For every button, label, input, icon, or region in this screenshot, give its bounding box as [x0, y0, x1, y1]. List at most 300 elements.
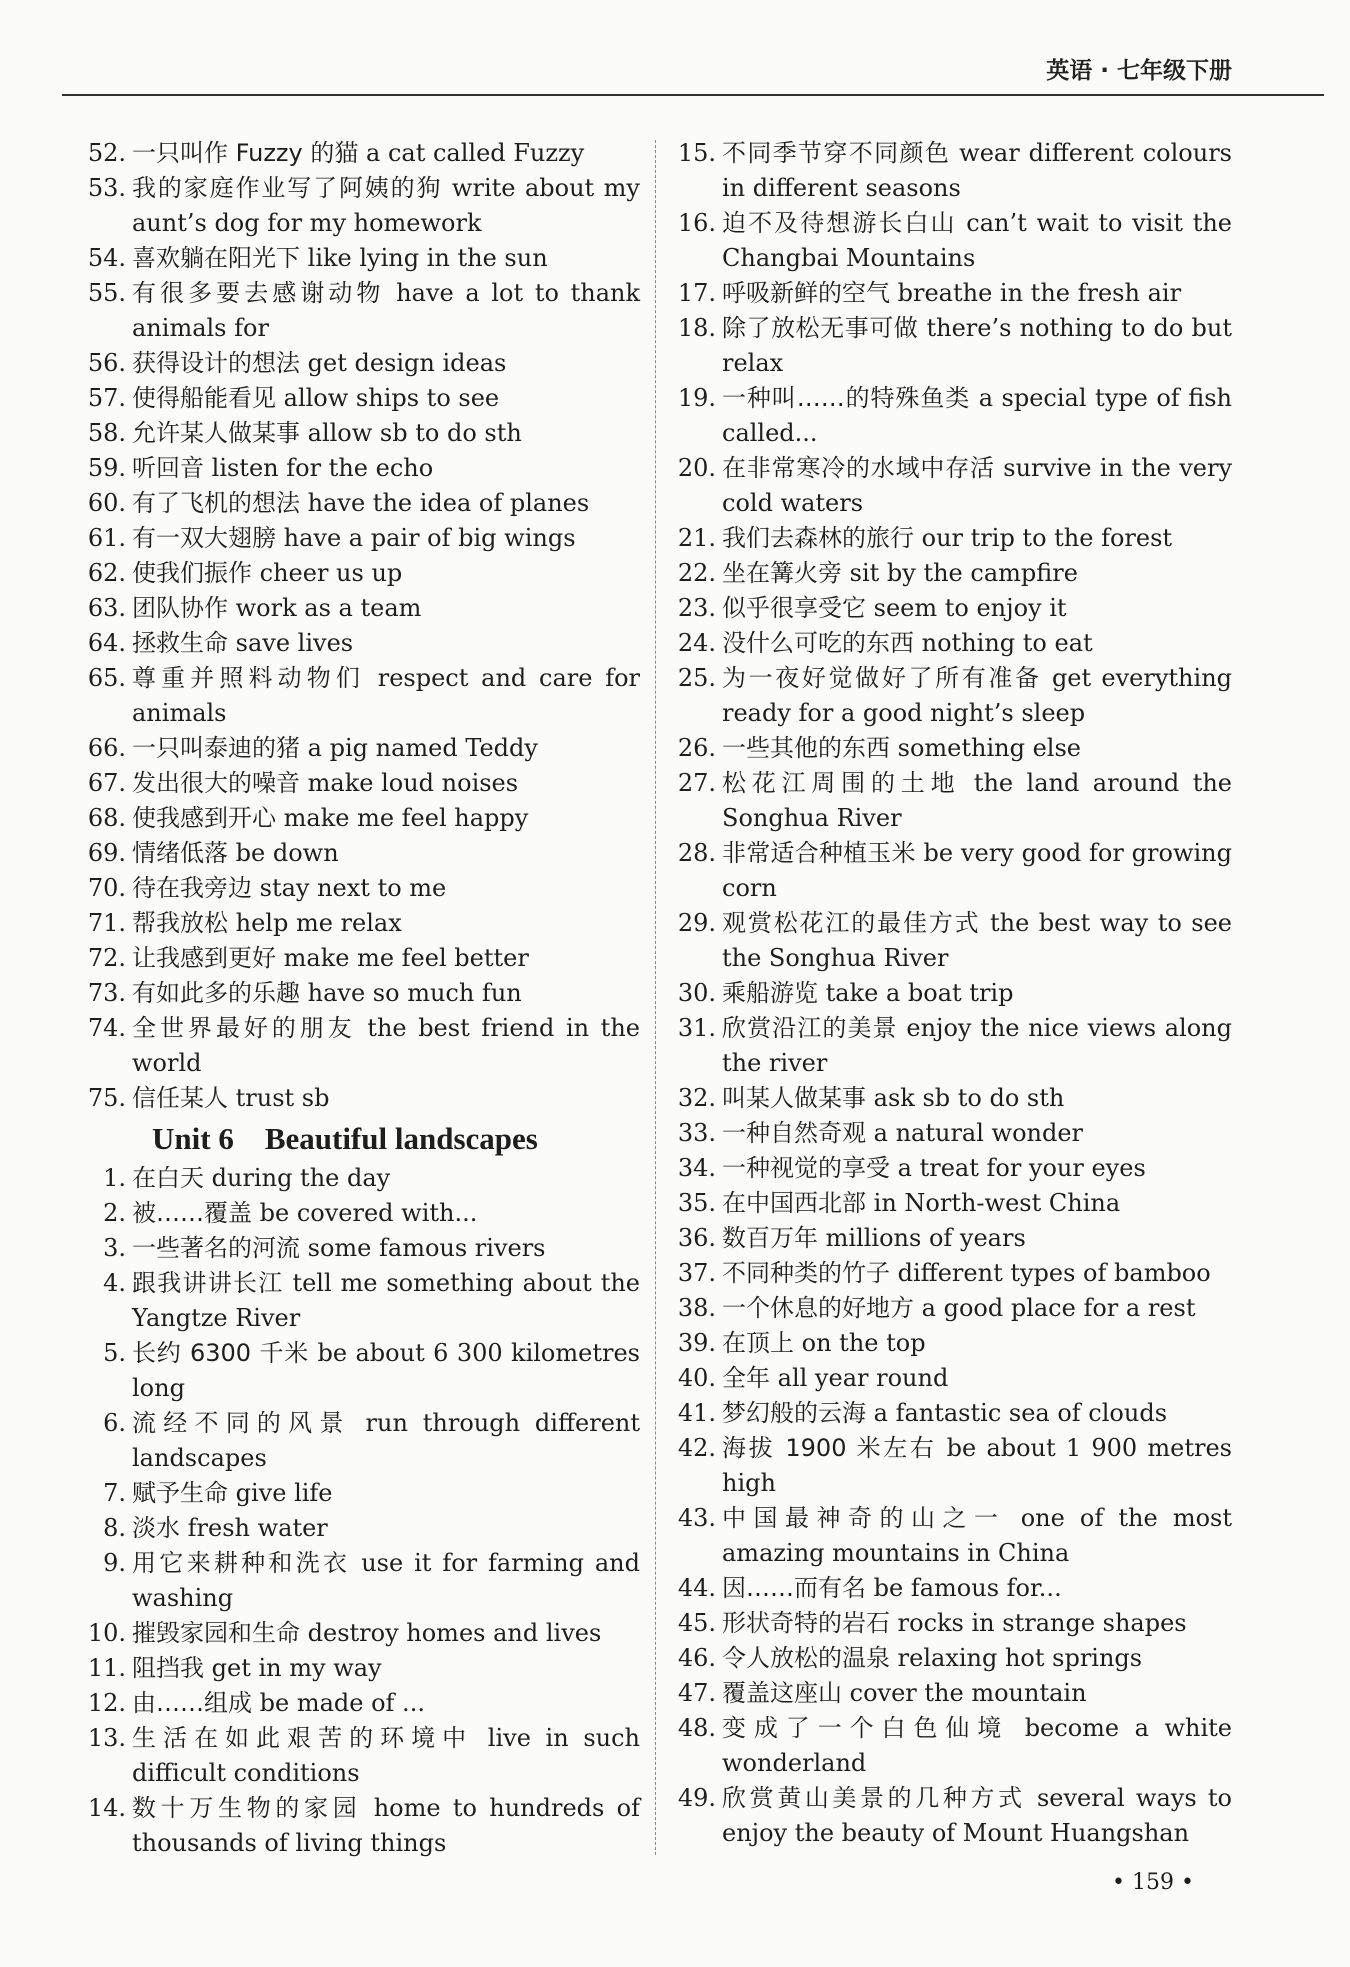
entry-text — [132, 941, 640, 976]
entry-number: 38. — [677, 1294, 716, 1322]
chinese-phrase: 一个休息的好地方 — [722, 1294, 914, 1322]
chinese-phrase: 有了飞机的想法 — [132, 489, 300, 517]
entry-number: 66. — [87, 734, 126, 762]
entry-number: 39. — [677, 1329, 716, 1357]
vocab-entry — [82, 1511, 640, 1546]
entry-text — [722, 276, 1232, 311]
english-phrase: during the day — [211, 1164, 391, 1192]
chinese-phrase: 形状奇特的岩石 — [722, 1609, 890, 1637]
entry-number: 40. — [677, 1364, 716, 1392]
entry-text — [722, 1221, 1232, 1256]
entry-number: 24. — [677, 629, 716, 657]
chinese-phrase: 松花江周围的土地 — [722, 769, 961, 797]
entry-number: 63. — [87, 594, 126, 622]
chinese-phrase: 迫不及待想游长白山 — [722, 209, 957, 237]
chinese-phrase: 海拔 1900 米左右 — [722, 1434, 937, 1462]
entry-text — [132, 766, 640, 801]
english-phrase: have a lot to thank animals for — [132, 279, 641, 342]
entry-text — [722, 311, 1232, 381]
entry-text — [722, 1326, 1232, 1361]
english-phrase: different types of bamboo — [897, 1259, 1211, 1287]
entry-text — [722, 626, 1232, 661]
entry-text — [722, 766, 1232, 836]
vocab-entry — [672, 591, 1232, 626]
entry-text — [722, 1186, 1232, 1221]
english-phrase: help me relax — [235, 909, 402, 937]
chinese-phrase: 信任某人 — [132, 1084, 228, 1112]
english-phrase: write about my aunt’s dog for my homework — [132, 174, 640, 237]
vocab-entry — [672, 1011, 1232, 1081]
vocab-entry — [672, 1256, 1232, 1291]
chinese-phrase: 全年 — [722, 1364, 770, 1392]
entry-text — [722, 1116, 1232, 1151]
entry-number: 64. — [87, 629, 126, 657]
chinese-phrase: 观赏松花江的最佳方式 — [722, 909, 981, 937]
vocab-entry — [672, 206, 1232, 276]
chinese-phrase: 淡水 — [132, 1514, 180, 1542]
vocab-entry — [82, 241, 640, 276]
entry-number: 25. — [677, 664, 716, 692]
entry-number: 75. — [87, 1084, 126, 1112]
entry-text — [132, 1336, 640, 1406]
vocab-list-unit6 — [82, 1161, 640, 1861]
entry-number: 58. — [87, 419, 126, 447]
entry-text — [722, 1501, 1232, 1571]
entry-text — [722, 1571, 1232, 1606]
entry-text — [132, 1476, 640, 1511]
chinese-phrase: 一种视觉的享受 — [722, 1154, 890, 1182]
entry-text — [722, 556, 1232, 591]
chinese-phrase: 乘船游览 — [722, 979, 818, 1007]
entry-number: 72. — [87, 944, 126, 972]
english-phrase: run through different landscapes — [132, 1409, 640, 1472]
chinese-phrase: 使我们振作 — [132, 559, 252, 587]
entry-text — [132, 381, 640, 416]
entry-number: 37. — [677, 1259, 716, 1287]
entry-number: 74. — [87, 1014, 126, 1042]
page-header-title: 英语 · 七年级下册 — [1046, 58, 1232, 84]
english-phrase: our trip to the forest — [921, 524, 1173, 552]
vocab-entry — [82, 1791, 640, 1861]
vocab-entry — [82, 1616, 640, 1651]
entry-text — [722, 1396, 1232, 1431]
english-phrase: a special type of fish called... — [722, 384, 1232, 447]
left-column — [82, 136, 640, 1861]
english-phrase: be made of ... — [259, 1689, 425, 1717]
entry-number: 71. — [87, 909, 126, 937]
vocab-entry — [82, 1011, 640, 1081]
entry-text — [132, 836, 640, 871]
english-phrase: some famous rivers — [307, 1234, 546, 1262]
entry-text — [132, 1791, 640, 1861]
vocab-entry — [672, 1326, 1232, 1361]
entry-number: 28. — [677, 839, 716, 867]
chinese-phrase: 阻挡我 — [132, 1654, 204, 1682]
entry-number: 11. — [87, 1654, 126, 1682]
english-phrase: in North-west China — [873, 1189, 1121, 1217]
entry-text — [132, 1161, 640, 1196]
english-phrase: be very good for growing corn — [722, 839, 1232, 902]
entry-text — [722, 906, 1232, 976]
vocab-entry — [672, 731, 1232, 766]
page-number: • 159 • — [1112, 1870, 1194, 1895]
chinese-phrase: 情绪低落 — [132, 839, 228, 867]
entry-number: 7. — [103, 1479, 126, 1507]
chinese-phrase: 一些其他的东西 — [722, 734, 890, 762]
entry-number: 9. — [103, 1549, 126, 1577]
english-phrase: be famous for... — [873, 1574, 1062, 1602]
vocab-entry — [82, 661, 640, 731]
vocab-entry — [672, 1291, 1232, 1326]
vocab-entry — [672, 1221, 1232, 1256]
english-phrase: be about 1 900 metres high — [722, 1434, 1232, 1497]
vocab-entry — [82, 1161, 640, 1196]
entry-text — [132, 1081, 640, 1116]
english-phrase: enjoy the nice views along the river — [722, 1014, 1232, 1077]
entry-text — [132, 486, 640, 521]
entry-number: 16. — [677, 209, 716, 237]
english-phrase: the land around the Songhua River — [722, 769, 1233, 832]
vocab-entry — [82, 906, 640, 941]
vocab-entry — [82, 1686, 640, 1721]
english-phrase: become a white wonderland — [722, 1714, 1233, 1777]
english-phrase: there’s nothing to do but relax — [722, 314, 1232, 377]
entry-number: 36. — [677, 1224, 716, 1252]
english-phrase: get everything ready for a good night’s sleep — [722, 664, 1233, 727]
chinese-phrase: 一些著名的河流 — [132, 1234, 300, 1262]
entry-text — [722, 1011, 1232, 1081]
chinese-phrase: 不同种类的竹子 — [722, 1259, 890, 1287]
entry-text — [722, 661, 1232, 731]
english-phrase: cover the mountain — [849, 1679, 1087, 1707]
chinese-phrase: 中国最神奇的山之一 — [722, 1504, 1006, 1532]
entry-text — [132, 661, 640, 731]
chinese-phrase: 跟我讲讲长江 — [132, 1269, 284, 1297]
entry-number: 29. — [677, 909, 716, 937]
entry-number: 48. — [677, 1714, 716, 1742]
entry-text — [132, 626, 640, 661]
vocab-entry — [672, 276, 1232, 311]
entry-number: 5. — [103, 1339, 126, 1367]
vocab-entry — [82, 171, 640, 241]
entry-text — [722, 591, 1232, 626]
entry-number: 33. — [677, 1119, 716, 1147]
entry-number: 59. — [87, 454, 126, 482]
entry-number: 17. — [677, 279, 716, 307]
english-phrase: take a boat trip — [825, 979, 1014, 1007]
entry-number: 60. — [87, 489, 126, 517]
entry-number: 62. — [87, 559, 126, 587]
entry-text — [722, 1781, 1232, 1851]
vocab-entry — [672, 661, 1232, 731]
entry-text — [722, 451, 1232, 521]
vocab-entry — [672, 976, 1232, 1011]
entry-text — [132, 1721, 640, 1791]
vocab-entry — [672, 1151, 1232, 1186]
vocab-entry — [672, 1186, 1232, 1221]
chinese-phrase: 在非常寒冷的水域中存活 — [722, 454, 995, 482]
entry-text — [722, 1711, 1232, 1781]
chinese-phrase: 生活在如此艰苦的环境中 — [132, 1724, 474, 1752]
entry-text — [722, 1361, 1232, 1396]
entry-text — [722, 1431, 1232, 1501]
english-phrase: one of the most amazing mountains in China — [722, 1504, 1232, 1567]
english-phrase: make loud noises — [307, 769, 519, 797]
entry-number: 35. — [677, 1189, 716, 1217]
chinese-phrase: 在白天 — [132, 1164, 204, 1192]
english-phrase: respect and care for animals — [132, 664, 641, 727]
entry-number: 43. — [677, 1504, 716, 1532]
vocab-entry — [82, 591, 640, 626]
entry-text — [722, 1081, 1232, 1116]
english-phrase: millions of years — [825, 1224, 1026, 1252]
entry-text — [132, 1616, 640, 1651]
english-phrase: give life — [235, 1479, 333, 1507]
vocab-entry — [82, 1231, 640, 1266]
entry-text — [132, 906, 640, 941]
english-phrase: get in my way — [211, 1654, 382, 1682]
entry-number: 2. — [103, 1199, 126, 1227]
entry-number: 23. — [677, 594, 716, 622]
entry-text — [132, 591, 640, 626]
english-phrase: survive in the very cold waters — [722, 454, 1233, 517]
entry-text — [722, 1641, 1232, 1676]
unit-heading: Unit 6 Beautiful landscapes — [152, 1121, 538, 1156]
entry-number: 73. — [87, 979, 126, 1007]
english-phrase: a treat for your eyes — [897, 1154, 1146, 1182]
chinese-phrase: 为一夜好觉做好了所有准备 — [722, 664, 1042, 692]
english-phrase: listen for the echo — [211, 454, 434, 482]
vocab-entry — [82, 1721, 640, 1791]
chinese-phrase: 拯救生命 — [132, 629, 228, 657]
entry-text — [132, 556, 640, 591]
entry-text — [132, 1686, 640, 1721]
english-phrase: something else — [897, 734, 1081, 762]
chinese-phrase: 用它来耕种和洗衣 — [132, 1549, 351, 1577]
vocab-entry — [672, 1781, 1232, 1851]
entry-text — [722, 136, 1232, 206]
vocab-entry — [672, 1571, 1232, 1606]
entry-number: 45. — [677, 1609, 716, 1637]
entry-number: 69. — [87, 839, 126, 867]
entry-number: 30. — [677, 979, 716, 1007]
entry-number: 6. — [103, 1409, 126, 1437]
vocab-entry — [82, 381, 640, 416]
entry-text — [132, 416, 640, 451]
entry-text — [132, 1406, 640, 1476]
vocab-entry — [672, 1501, 1232, 1571]
entry-text — [722, 1151, 1232, 1186]
vocab-entry — [82, 1546, 640, 1616]
chinese-phrase: 有很多要去感谢动物 — [132, 279, 385, 307]
chinese-phrase: 梦幻般的云海 — [722, 1399, 866, 1427]
english-phrase: rocks in strange shapes — [897, 1609, 1187, 1637]
right-column — [672, 136, 1232, 1851]
chinese-phrase: 非常适合种植玉米 — [722, 839, 916, 867]
vocab-entry — [82, 976, 640, 1011]
english-phrase: trust sb — [235, 1084, 330, 1112]
vocab-entry — [82, 801, 640, 836]
entry-number: 61. — [87, 524, 126, 552]
chinese-phrase: 变成了一个白色仙境 — [722, 1714, 1010, 1742]
entry-number: 21. — [677, 524, 716, 552]
vocab-entry — [82, 451, 640, 486]
column-divider — [655, 140, 656, 1855]
entry-number: 44. — [677, 1574, 716, 1602]
chinese-phrase: 全世界最好的朋友 — [132, 1014, 356, 1042]
chinese-phrase: 获得设计的想法 — [132, 349, 300, 377]
chinese-phrase: 因……而有名 — [722, 1574, 866, 1602]
english-phrase: a natural wonder — [873, 1119, 1084, 1147]
vocab-entry — [672, 556, 1232, 591]
entry-number: 65. — [87, 664, 126, 692]
english-phrase: get design ideas — [307, 349, 507, 377]
vocab-entry — [672, 136, 1232, 206]
vocab-entry — [672, 521, 1232, 556]
chinese-phrase: 一种叫……的特殊鱼类 — [722, 384, 971, 412]
entry-number: 52. — [87, 139, 126, 167]
vocab-entry — [82, 136, 640, 171]
entry-text — [722, 206, 1232, 276]
english-phrase: several ways to enjoy the beauty of Mount Huangshan — [722, 1784, 1232, 1847]
vocab-entry — [82, 731, 640, 766]
chinese-phrase: 我的家庭作业写了阿姨的狗 — [132, 174, 443, 202]
chinese-phrase: 一只叫泰迪的猪 — [132, 734, 300, 762]
entry-text — [722, 1606, 1232, 1641]
entry-text — [722, 976, 1232, 1011]
chinese-phrase: 数十万生物的家园 — [132, 1794, 362, 1822]
english-phrase: ask sb to do sth — [873, 1084, 1065, 1112]
chinese-phrase: 使我感到开心 — [132, 804, 276, 832]
entry-text — [132, 1511, 640, 1546]
vocab-list-unit6-continued — [672, 136, 1232, 1851]
vocab-entry — [672, 381, 1232, 451]
vocab-entry — [82, 521, 640, 556]
vocab-entry — [672, 1641, 1232, 1676]
chinese-phrase: 一种自然奇观 — [722, 1119, 866, 1147]
vocab-entry — [672, 1606, 1232, 1641]
vocab-entry — [82, 871, 640, 906]
vocab-entry — [82, 486, 640, 521]
entry-text — [722, 381, 1232, 451]
english-phrase: have the idea of planes — [307, 489, 590, 517]
vocab-entry — [82, 941, 640, 976]
vocab-entry — [82, 1196, 640, 1231]
vocab-entry — [82, 766, 640, 801]
entry-number: 15. — [677, 139, 716, 167]
entry-number: 41. — [677, 1399, 716, 1427]
vocab-entry — [672, 836, 1232, 906]
english-phrase: make me feel happy — [283, 804, 529, 832]
chinese-phrase: 有如此多的乐趣 — [132, 979, 300, 1007]
entry-text — [132, 871, 640, 906]
chinese-phrase: 在顶上 — [722, 1329, 794, 1357]
english-phrase: a pig named Teddy — [307, 734, 538, 762]
english-phrase: breathe in the fresh air — [897, 279, 1182, 307]
chinese-phrase: 团队协作 — [132, 594, 228, 622]
chinese-phrase: 允许某人做某事 — [132, 419, 300, 447]
english-phrase: allow ships to see — [283, 384, 500, 412]
chinese-phrase: 使得船能看见 — [132, 384, 276, 412]
entry-number: 55. — [87, 279, 126, 307]
vocab-entry — [672, 1396, 1232, 1431]
entry-number: 68. — [87, 804, 126, 832]
entry-number: 12. — [87, 1689, 126, 1717]
chinese-phrase: 被……覆盖 — [132, 1199, 252, 1227]
entry-number: 18. — [677, 314, 716, 342]
entry-number: 42. — [677, 1434, 716, 1462]
chinese-phrase: 尊重并照料动物们 — [132, 664, 365, 692]
english-phrase: seem to enjoy it — [873, 594, 1067, 622]
english-phrase: fresh water — [187, 1514, 328, 1542]
english-phrase: like lying in the sun — [307, 244, 548, 272]
chinese-phrase: 帮我放松 — [132, 909, 228, 937]
vocab-entry — [82, 1476, 640, 1511]
english-phrase: the best way to see the Songhua River — [722, 909, 1232, 972]
chinese-phrase: 叫某人做某事 — [722, 1084, 866, 1112]
vocab-entry — [672, 1361, 1232, 1396]
vocab-entry — [672, 1431, 1232, 1501]
vocab-entry — [82, 276, 640, 346]
english-phrase: have so much fun — [307, 979, 522, 1007]
chinese-phrase: 覆盖这座山 — [722, 1679, 842, 1707]
entry-number: 4. — [103, 1269, 126, 1297]
entry-text — [132, 276, 640, 346]
english-phrase: allow sb to do sth — [307, 419, 522, 447]
vocab-entry — [82, 556, 640, 591]
entry-number: 3. — [103, 1234, 126, 1262]
entry-number: 47. — [677, 1679, 716, 1707]
chinese-phrase: 让我感到更好 — [132, 944, 276, 972]
vocab-entry — [82, 1336, 640, 1406]
entry-text — [132, 1651, 640, 1686]
chinese-phrase: 由……组成 — [132, 1689, 252, 1717]
vocab-entry — [82, 416, 640, 451]
english-phrase: cheer us up — [259, 559, 403, 587]
chinese-phrase: 坐在篝火旁 — [722, 559, 842, 587]
entry-number: 8. — [103, 1514, 126, 1542]
entry-text — [132, 136, 640, 171]
english-phrase: be covered with... — [259, 1199, 478, 1227]
vocab-entry — [672, 1711, 1232, 1781]
entry-text — [132, 801, 640, 836]
chinese-phrase: 流经不同的风景 — [132, 1409, 351, 1437]
english-phrase: have a pair of big wings — [283, 524, 576, 552]
entry-number: 13. — [87, 1724, 126, 1752]
chinese-phrase: 一只叫作 Fuzzy 的猫 — [132, 139, 359, 167]
english-phrase: be down — [235, 839, 339, 867]
entry-number: 49. — [677, 1784, 716, 1812]
entry-number: 67. — [87, 769, 126, 797]
english-phrase: live in such difficult conditions — [132, 1724, 640, 1787]
vocab-entry — [82, 346, 640, 381]
chinese-phrase: 有一双大翅膀 — [132, 524, 276, 552]
entry-text — [132, 976, 640, 1011]
entry-number: 56. — [87, 349, 126, 377]
entry-text — [722, 731, 1232, 766]
vocab-entry — [82, 1651, 640, 1686]
chinese-phrase: 赋予生命 — [132, 1479, 228, 1507]
vocab-entry — [82, 836, 640, 871]
chinese-phrase: 令人放松的温泉 — [722, 1644, 890, 1672]
entry-text — [132, 1546, 640, 1616]
chinese-phrase: 欣赏黄山美景的几种方式 — [722, 1784, 1026, 1812]
entry-text — [132, 731, 640, 766]
english-phrase: a cat called Fuzzy — [366, 139, 585, 167]
chinese-phrase: 听回音 — [132, 454, 204, 482]
english-phrase: a good place for a rest — [921, 1294, 1196, 1322]
entry-number: 32. — [677, 1084, 716, 1112]
